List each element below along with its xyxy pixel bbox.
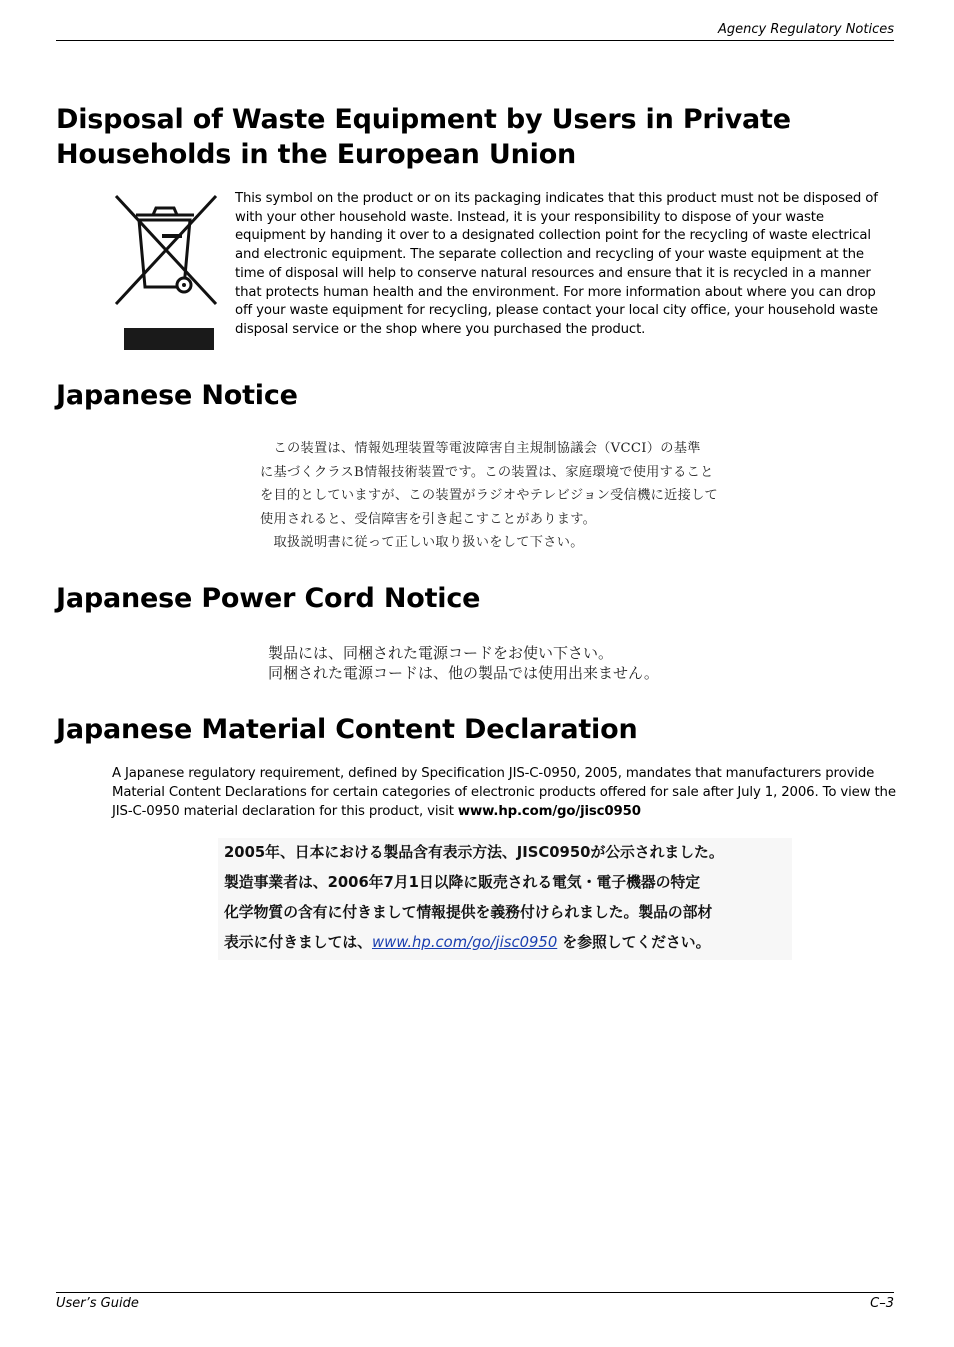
- jisc-url-link[interactable]: www.hp.com/go/jisc0950: [457, 803, 641, 819]
- japanese-material-body: [112, 765, 902, 822]
- japanese-notice-text: [260, 437, 718, 555]
- material-jp-line-last: [224, 928, 792, 958]
- material-jp-line: 2005年、日本における製品含有表示方法、JISC0950が公示されました。: [224, 844, 724, 861]
- japanese-power-cord-heading: Japanese Power Cord Notice: [56, 583, 481, 614]
- material-jp-line: 化学物質の含有に付きまして情報提供を義務付けられました。製品の部材: [224, 904, 713, 921]
- weee-heading-line1: Disposal of Waste Equipment by Users in Private: [56, 104, 791, 135]
- footer-page-number: C–3: [870, 1296, 894, 1311]
- material-jp-link[interactable]: www.hp.com/go/jisc0950: [371, 934, 558, 951]
- japanese-notice-heading: Japanese Notice: [56, 380, 298, 411]
- material-jp-prefix: 表示に付きましては、: [224, 934, 372, 951]
- japanese-notice-line: この装置は、情報処理装置等電波障害自主規制協議会（VCCI）の基準: [260, 441, 701, 456]
- japanese-notice-line: に基づくクラスB情報技術装置です。この装置は、家庭環境で使用すること: [260, 464, 714, 480]
- material-jp-line: 製造事業者は、2006年7月1日以降に販売される電気・電子機器の特定: [224, 874, 701, 891]
- japanese-notice-line: を目的としていますが、この装置がラジオやテレビジョン受信機に近接して: [260, 488, 719, 504]
- running-header-title: Agency Regulatory Notices: [718, 22, 894, 37]
- footer-guide-title: User’s Guide: [56, 1296, 139, 1311]
- material-body-text: A Japanese regulatory requirement, defined by Specification JIS-C-0950, 2005, mandates that manufacturers provide Material Content Declarations for certain categories of electronic products offered for sale after July 1, 2006. To view the JIS-C-0950 material declaration for this product, visit: [112, 766, 896, 819]
- weee-heading: [56, 102, 791, 172]
- japanese-notice-line: 取扱説明書に従って正しい取り扱いをして下さい。: [260, 535, 584, 551]
- weee-body: This symbol on the product or on its packaging indicates that this product must not be disposed of with your other household waste. Instead, it is your responsibility to dispose of your waste equipment by handing it over to a designated collection point for the recycling of waste electrical and electronic equipment. The separate collection and recycling of your waste equipment at the time of disposal will help to conserve natural resources and ensure that it is recycled in a manner that protects human health and the environment. For more information about where you can drop off your waste equipment for recycling, please contact your local city office, your household waste disposal service or the shop where you purchased the product.: [235, 191, 878, 337]
- crossed-out-wheelie-bin-icon: [108, 190, 224, 352]
- power-cord-line: 同梱された電源コードは、他の製品では使用出来ません。: [268, 664, 659, 682]
- japanese-notice-line: 使用されると、受信障害を引き起こすことがあります。: [260, 511, 597, 527]
- japanese-power-cord-text: [268, 643, 659, 683]
- running-footer: [56, 1292, 894, 1311]
- weee-heading-line2: Households in the European Union: [56, 139, 577, 170]
- running-header: [56, 22, 894, 41]
- japanese-material-scan: [218, 838, 792, 960]
- japanese-material-heading: Japanese Material Content Declaration: [56, 714, 638, 745]
- power-cord-line: 製品には、同梱された電源コードをお使い下さい。: [268, 644, 614, 662]
- material-jp-suffix: を参照してください。: [557, 934, 711, 951]
